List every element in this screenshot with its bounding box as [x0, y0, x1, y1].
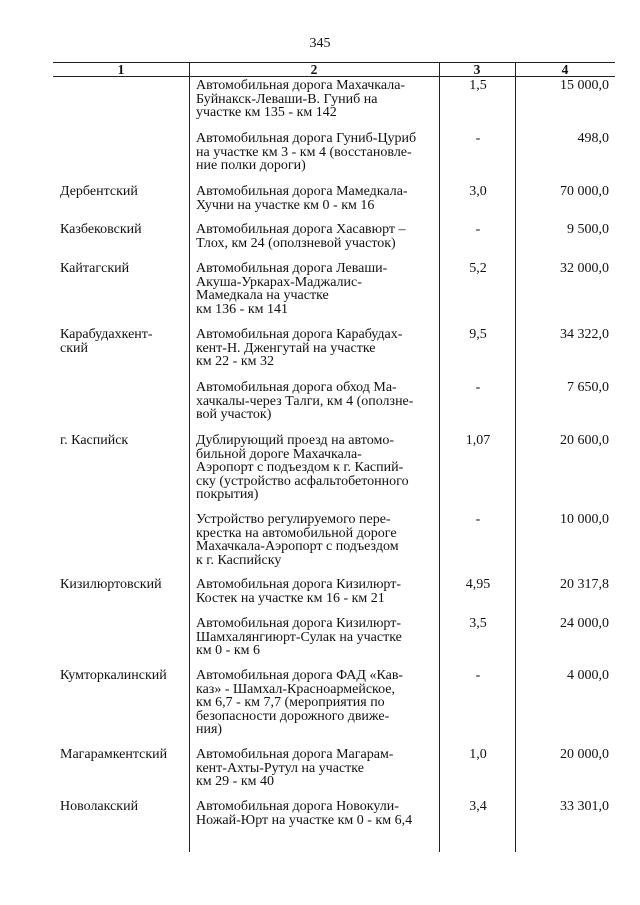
object-cell: Автомобильная дорога Махачкала- Буйнакск-Леваши-В. Гуниб на участке км 135 - км 142	[196, 78, 406, 121]
object-cell: Автомобильная дорога ФАД «Кав- каз» - Шамхал-Красноармейское, км 6,7 - км 7,7 (мероприятия по безопасности дорожного движе- ния)	[196, 668, 404, 738]
length-cell: 3,0	[469, 184, 487, 199]
amount-cell: 20 600,0	[560, 433, 609, 448]
header-col-2: 2	[310, 62, 318, 77]
length-cell: 9,5	[469, 327, 487, 342]
district-cell: Казбековский	[60, 222, 142, 237]
column-divider-2-3	[439, 62, 440, 852]
district-cell: Кайтагский	[60, 261, 130, 276]
object-cell: Автомобильная дорога Кизилюрт- Костек на участке км 16 - км 21	[196, 577, 402, 606]
table-header-row	[53, 63, 615, 77]
length-cell: 1,5	[469, 78, 487, 93]
amount-cell: 498,0	[577, 131, 609, 146]
amount-cell: 9 500,0	[567, 222, 609, 237]
header-col-4: 4	[561, 62, 569, 77]
page-number: 345	[309, 36, 331, 51]
district-cell: Дербентский	[60, 184, 138, 199]
object-cell: Автомобильная дорога Гуниб-Цуриб на участке км 3 - км 4 (восстановле- ние полки дороги)	[196, 131, 417, 174]
length-cell: 4,95	[465, 577, 491, 592]
district-cell: Магарамкентский	[60, 747, 168, 762]
length-cell: -	[475, 380, 481, 395]
amount-cell: 20 317,8	[560, 577, 609, 592]
object-cell: Автомобильная дорога Мамедкала- Хучни на участке км 0 - км 16	[196, 184, 408, 213]
object-cell: Автомобильная дорога Карабудах- кент-Н. Дженгутай на участке км 22 - км 32	[196, 327, 403, 370]
object-cell: Автомобильная дорога Леваши- Акуша-Уркарах-Маджалис- Мамедкала на участке км 136 - км 141	[196, 261, 388, 317]
road-works-table	[53, 62, 615, 852]
object-cell: Устройство регулируемого пере- крестка на автомобильной дороге Махачкала-Аэропорт с подъездом к г. Каспийску	[196, 512, 399, 568]
column-divider-1-2	[189, 62, 190, 852]
district-cell: Новолакский	[60, 799, 139, 814]
length-cell: 3,5	[469, 616, 487, 631]
object-cell: Автомобильная дорога Магарам- кент-Ахты-Рутул на участке км 29 - км 40	[196, 747, 394, 790]
district-cell: Кумторкалинский	[60, 668, 167, 683]
amount-cell: 32 000,0	[560, 261, 609, 276]
length-cell: -	[475, 222, 481, 237]
length-cell: 1,0	[469, 747, 487, 762]
length-cell: -	[475, 668, 481, 683]
amount-cell: 20 000,0	[560, 747, 609, 762]
amount-cell: 33 301,0	[560, 799, 609, 814]
amount-cell: 15 000,0	[560, 78, 609, 93]
amount-cell: 24 000,0	[560, 616, 609, 631]
length-cell: 1,07	[465, 433, 491, 448]
amount-cell: 7 650,0	[567, 380, 609, 395]
district-cell: Карабудахкент- ский	[60, 327, 153, 356]
header-col-3: 3	[473, 62, 481, 77]
amount-cell: 4 000,0	[567, 668, 609, 683]
amount-cell: 34 322,0	[560, 327, 609, 342]
amount-cell: 10 000,0	[560, 512, 609, 527]
amount-cell: 70 000,0	[560, 184, 609, 199]
length-cell: 3,4	[469, 799, 487, 814]
column-divider-3-4	[515, 62, 516, 852]
object-cell: Автомобильная дорога Новокули- Ножай-Юрт на участке км 0 - км 6,4	[196, 799, 413, 828]
length-cell: 5,2	[469, 261, 487, 276]
object-cell: Автомобильная дорога Кизилюрт- Шамхалянгиюрт-Сулак на участке км 0 - км 6	[196, 616, 402, 659]
district-cell: Кизилюртовский	[60, 577, 162, 592]
length-cell: -	[475, 131, 481, 146]
header-col-1: 1	[117, 62, 125, 77]
district-cell: г. Каспийск	[60, 433, 129, 448]
length-cell: -	[475, 512, 481, 527]
object-cell: Дублирующий проезд на автомо- бильной дороге Махачкала- Аэропорт с подъездом к г. Каспий- ску (устройство асфальтобетонного покрытия)	[196, 433, 409, 503]
object-cell: Автомобильная дорога Хасавюрт – Тлох, км 24 (оползневой участок)	[196, 222, 406, 251]
object-cell: Автомобильная дорога обход Ма- хачкалы-через Талги, км 4 (оползне- вой участок)	[196, 380, 414, 423]
